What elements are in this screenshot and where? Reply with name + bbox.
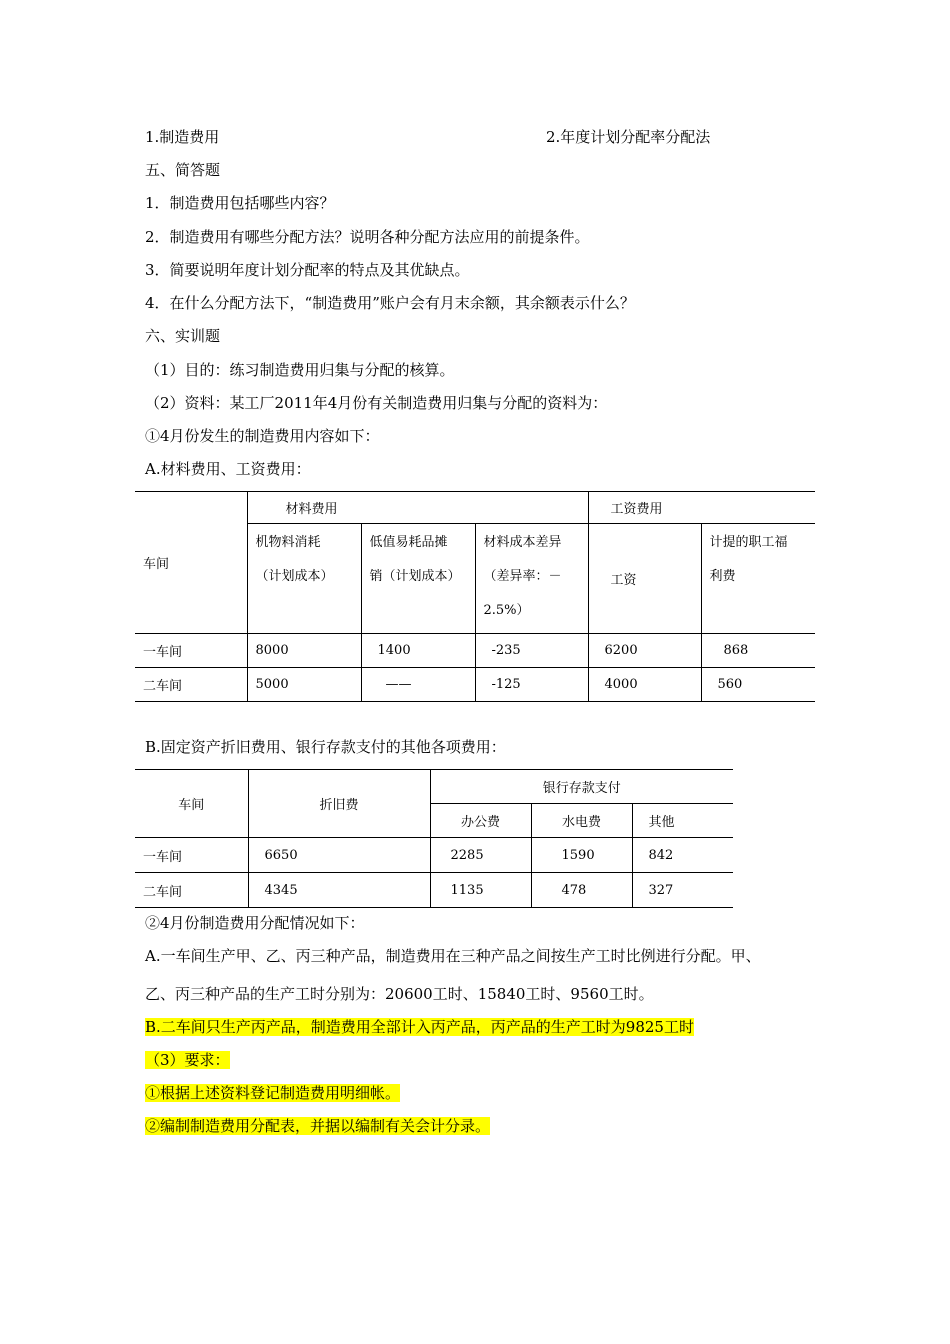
- header-workshop: 车间: [135, 492, 247, 634]
- question-3: 3．简要说明年度计划分配率的特点及其优缺点。: [145, 261, 470, 279]
- requirement-1: ①根据上述资料登记制造费用明细帐。: [145, 1084, 401, 1102]
- header-material-cost: 材料费用: [247, 492, 588, 524]
- allocation-b: B.二车间只生产丙产品，制造费用全部计入丙产品，丙产品的生产工时为9825工时: [145, 1018, 694, 1036]
- header-consumables: 机物料消耗 （计划成本）: [247, 524, 361, 634]
- section-practical: 六、实训题: [145, 327, 221, 345]
- question-2: 2．制造费用有哪些分配方法？说明各种分配方法应用的前提条件。: [145, 228, 590, 246]
- header-depreciation: 折旧费: [248, 770, 430, 838]
- header-other-expense: 其他: [632, 804, 733, 838]
- header-utility-expense: 水电费: [531, 804, 632, 838]
- depreciation-bank-table: [135, 769, 733, 908]
- practical-material: （2）资料：某工厂2011年4月份有关制造费用归集与分配的资料为：: [145, 394, 608, 412]
- practical-item-2: ②4月份制造费用分配情况如下：: [145, 914, 365, 932]
- material-wage-table: [135, 491, 815, 702]
- header-welfare: 计提的职工福 利费: [701, 524, 815, 634]
- table-row: 二车间 4345 1135 478 327: [135, 873, 733, 908]
- header-low-value-items: 低值易耗品摊 销（计划成本）: [361, 524, 475, 634]
- header-workshop: 车间: [135, 770, 248, 838]
- header-wage-cost: 工资费用: [588, 492, 815, 524]
- header-wages: 工资: [588, 524, 701, 634]
- header-cost-variance: 材料成本差异 （差异率：－ 2.5%）: [475, 524, 588, 634]
- practical-purpose: （1）目的：练习制造费用归集与分配的核算。: [145, 361, 455, 379]
- question-1: 1．制造费用包括哪些内容？: [145, 194, 335, 212]
- practical-item-a: A.材料费用、工资费用：: [145, 460, 311, 478]
- practical-item-1: ①4月份发生的制造费用内容如下：: [145, 427, 380, 445]
- header-bank-payment: 银行存款支付: [430, 770, 733, 804]
- section-short-answer: 五、简答题: [145, 161, 221, 179]
- practical-item-b: B.固定资产折旧费用、银行存款支付的其他各项费用：: [145, 738, 506, 756]
- question-4: 4．在什么分配方法下，“制造费用”账户会有月末余额，其余额表示什么？: [145, 294, 635, 312]
- term-annual-rate-method: 2.年度计划分配率分配法: [546, 128, 711, 146]
- requirements-heading: （3）要求：: [145, 1051, 230, 1069]
- allocation-a-line-2: 乙、丙三种产品的生产工时分别为：20600工时、15840工时、9560工时。: [145, 985, 654, 1003]
- table-row: 一车间 8000 1400 -235 6200 868: [135, 634, 815, 668]
- table-row: 二车间 5000 —— -125 4000 560: [135, 668, 815, 702]
- header-office-expense: 办公费: [430, 804, 531, 838]
- allocation-a-line-1: A.一车间生产甲、乙、丙三种产品，制造费用在三种产品之间按生产工时比例进行分配。甲、: [145, 947, 761, 965]
- term-manufacturing-overhead: 1.制造费用: [145, 128, 220, 146]
- requirement-2: ②编制制造费用分配表，并据以编制有关会计分录。: [145, 1117, 491, 1135]
- table-row: 一车间 6650 2285 1590 842: [135, 838, 733, 873]
